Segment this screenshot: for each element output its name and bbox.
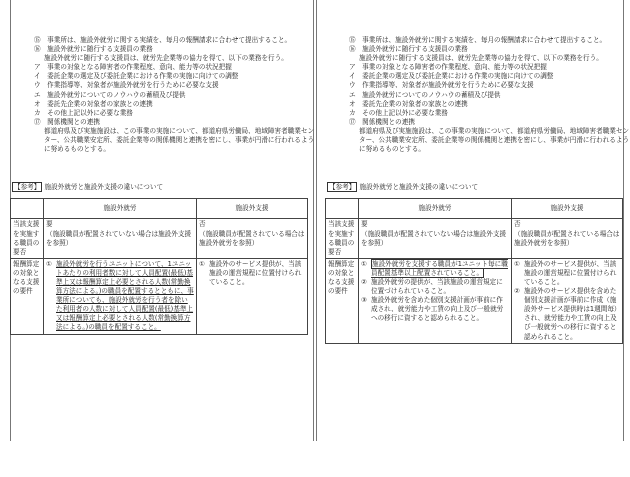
item-number: ③ xyxy=(361,296,367,305)
table-header-row xyxy=(11,199,308,219)
text-line: ア 事業の対象となる障害者の作業程度、意向、能力等の状況把握 xyxy=(34,63,232,72)
cell-line: 要 xyxy=(46,220,53,229)
text-line: ウ 作業指導等、対象者が施設外就労を行うために必要な支援 xyxy=(349,81,534,90)
item-text: 施設外就労の提供が、当該施設の運営規定に位置づけられていること。 xyxy=(371,277,503,296)
item-text: 施設外のサービス提供が、当該施設の運営規程に位置付けられていること。 xyxy=(524,259,617,286)
item-text: 施設外のサービス提供が、当該施設の運営規程に位置付けられていること。 xyxy=(209,259,302,286)
table-header-shisetsugai-shuro: 施設外就労 xyxy=(44,199,197,219)
table-cell xyxy=(359,258,512,343)
cell-line: （施設職員が配置されていない場合は施設外支援を参照） xyxy=(361,229,507,247)
item-number: ① xyxy=(514,259,520,268)
item-number: ① xyxy=(361,259,367,268)
row-label: 報酬算定の対象となる支援の要件 xyxy=(326,258,359,343)
text-line: エ 施設外就労についてのノウハウの蓄積及び提供 xyxy=(34,90,186,99)
table-row xyxy=(11,219,308,258)
table-row xyxy=(326,258,623,343)
item-text: 施設外就労を行うユニットについて、1ユニットあたりの利用者数に対して人員配置(最低)基準上又は報酬算定上必要とされる人数(常勤換算方法による。)の職員を配置するとともに、事業所についても、施設外就労を行う者を除いた利用者の人数に対して人員配置(最低)基準上又は報酬算定上必要とされる人数(常勤換算方法による。)の職員を配置すること。 xyxy=(56,259,194,332)
table-header-shisetsugai-shuro: 施設外就労 xyxy=(359,199,512,219)
text-line: ⑯ 施設外就労に随行する支援員の業務 xyxy=(34,45,153,54)
cell-line: （施設職員が配置されている場合は施設外就労を参照） xyxy=(514,229,620,247)
table-cell xyxy=(359,219,512,258)
item-text: 施設外のサービス提供を含めた個別支援計画が事前に作成（施設外サービス提供時は1週間毎）され、就労能力や工賃の向上及び一般就労への移行に資すると認められること。 xyxy=(524,287,618,341)
table-cell xyxy=(197,258,308,334)
table-header-shisetsugai-shien: 施設外支援 xyxy=(512,199,623,219)
text-line: ⑰ 関係機関との連携 xyxy=(34,117,100,126)
text-line: ⑰ 関係機関との連携 xyxy=(349,117,415,126)
item-text: 施設外就労を含めた個別支援計画が事前に作成され、就労能力や工賃の向上及び一般就労への移行に資すると認められること。 xyxy=(371,296,504,323)
list-item xyxy=(361,260,509,278)
right-citation xyxy=(327,183,630,192)
table-header-blank xyxy=(11,199,44,219)
table-row xyxy=(326,219,623,258)
right-text-block xyxy=(335,36,630,127)
table-cell xyxy=(197,219,308,258)
text-line: ⑮ 事業所は、施設外就労に関する実績を、毎月の報酬請求に合わせて提出すること。 xyxy=(349,36,607,44)
table-header-blank xyxy=(326,199,359,219)
list-item xyxy=(514,260,620,287)
list-item xyxy=(361,296,509,323)
right-column-left-rule xyxy=(316,0,317,441)
left-citation xyxy=(12,183,315,192)
text-line: 施設外就労に随行する支援員は、就労先企業等の協力を得て、以下の業務を行う。 xyxy=(44,54,288,63)
row-label: 当該支援を実施する職員の要否 xyxy=(11,219,44,258)
left-citation-tag: 【参考】 xyxy=(14,183,41,192)
list-item xyxy=(46,260,194,333)
table-cell xyxy=(512,219,623,258)
left-citation-title: 施設外就労と施設外支援の違いについて xyxy=(44,183,164,192)
right-comparison-table xyxy=(325,198,623,343)
left-paragraph: 都道府県及び実施施設は、この事業の実施について、都道府県労働局、地域障害者職業センター、公共職業安定所、委託企業等の関係機関と連携を密にし、事業が円滑に行われるように努めるものとする。 xyxy=(44,126,315,154)
text-line: イ 委託企業の選定及び委託企業における作業の実施に向けての調整 xyxy=(349,72,554,81)
cell-line: 否 xyxy=(199,220,206,229)
text-line: ウ 作業指導等、対象者が施設外就労を行うために必要な支援 xyxy=(34,81,219,90)
cell-line: 要 xyxy=(361,220,368,229)
right-citation-title: 施設外就労と施設外支援の違いについて xyxy=(359,183,479,192)
cell-line: （施設職員が配置されている場合は施設外就労を参照） xyxy=(199,229,305,247)
item-number: ① xyxy=(199,259,205,268)
right-citation-tag: 【参考】 xyxy=(329,183,356,192)
table-header-row xyxy=(326,199,623,219)
right-document-column xyxy=(321,0,630,477)
table-cell xyxy=(44,219,197,258)
item-number: ② xyxy=(361,277,367,286)
text-line: オ 委託先企業の対象者の家族との連携 xyxy=(349,99,468,108)
item-number: ② xyxy=(514,287,520,296)
text-line: ⑮ 事業所は、施設外就労に関する実績を、毎月の報酬請求に合わせて提出すること。 xyxy=(34,36,292,44)
row-label: 当該支援を実施する職員の要否 xyxy=(326,219,359,258)
table-header-shisetsugai-shien: 施設外支援 xyxy=(197,199,308,219)
left-document-column xyxy=(6,0,315,477)
row-label: 報酬算定の対象となる支援の要件 xyxy=(11,258,44,334)
right-paragraph: 都道府県及び実施施設は、この事業の実施について、都道府県労働局、地域障害者職業センター、公共職業安定所、委託企業等の関係機関と連携を密にし、事業が円滑に行われるように努めるものとする。 xyxy=(359,126,630,154)
item-number: ① xyxy=(46,259,52,268)
left-comparison-table xyxy=(10,198,308,334)
text-line: ア 事業の対象となる障害者の作業程度、意向、能力等の状況把握 xyxy=(349,63,547,72)
list-item xyxy=(361,278,509,296)
text-line: カ その他上記以外に必要な業務 xyxy=(349,108,448,117)
list-item xyxy=(514,287,620,342)
cell-line: 否 xyxy=(514,220,521,229)
text-line: エ 施設外就労についてのノウハウの蓄積及び提供 xyxy=(349,90,501,99)
list-item xyxy=(199,260,305,287)
text-line: オ 委託先企業の対象者の家族との連携 xyxy=(34,99,153,108)
text-line: イ 委託企業の選定及び委託企業における作業の実施に向けての調整 xyxy=(34,72,239,81)
text-line: ⑯ 施設外就労に随行する支援員の業務 xyxy=(349,45,468,54)
table-cell xyxy=(44,258,197,334)
text-line: 施設外就労に随行する支援員は、就労先企業等の協力を得て、以下の業務を行う。 xyxy=(359,54,603,63)
item-text: 施設外就労を支援する職員が1ユニット毎に職員配置基準以上配置されていること。 xyxy=(371,259,508,277)
left-text-block xyxy=(20,36,315,127)
cell-line: （施設職員が配置されていない場合は施設外支援を参照） xyxy=(46,229,192,247)
table-cell xyxy=(512,258,623,343)
table-row xyxy=(11,258,308,334)
text-line: カ その他上記以外に必要な業務 xyxy=(34,108,133,117)
